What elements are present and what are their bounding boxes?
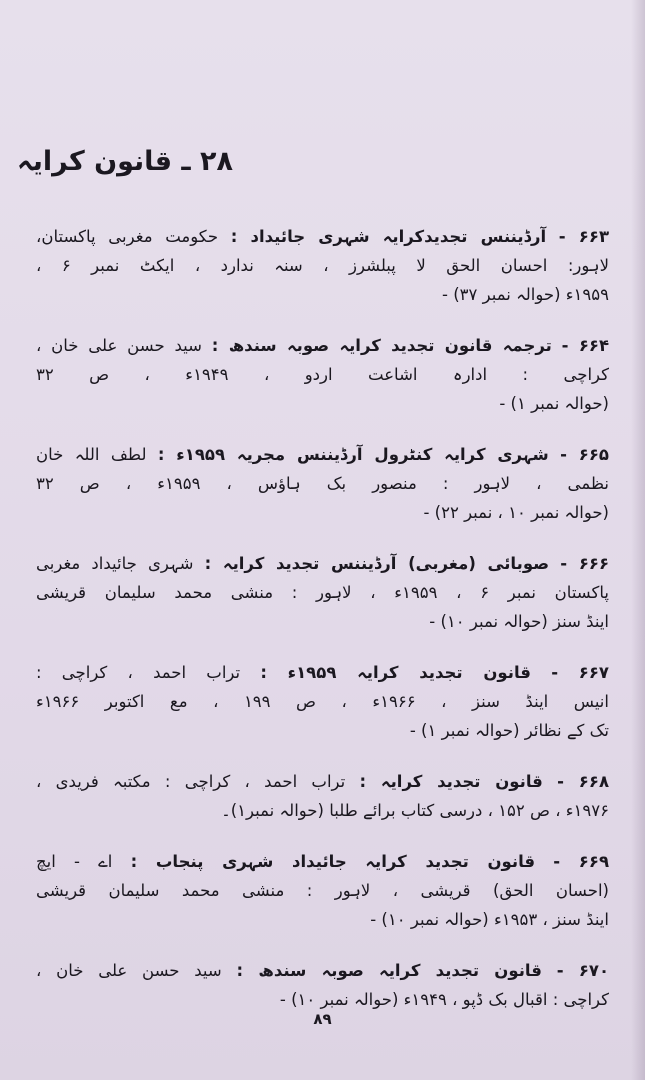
- entry-line: [36, 687, 609, 716]
- entry-title: قانون تجدید کرایہ جائیداد شہری پنجاب :: [130, 852, 536, 871]
- entry-text: سید حسن علی خان ،: [36, 961, 222, 980]
- entry-text: تراب احمد ، کراچی :: [36, 663, 241, 682]
- entry-line: [36, 440, 609, 469]
- entry-line: [36, 251, 609, 280]
- entry-text: شہری جائیداد مغربی: [36, 554, 194, 573]
- entry-title: قانون تجدید کرایہ صوبہ سندھ :: [236, 961, 542, 980]
- entry-text: نظمی ، لاہور : منصور بک ہاؤس ، ۱۹۵۹ء ، ص ۳۲: [36, 474, 609, 493]
- chapter-heading: ۲۸ ـ قانون کرایہ: [16, 146, 233, 177]
- entry-text: اے - ایچ: [36, 852, 113, 871]
- bibliography-entry: [36, 440, 609, 527]
- entry-text: انیس اینڈ سنز ، ۱۹۶۶ء ، ص ۱۹۹ ، مع اکتوبر ۱۹۶۶ء: [36, 692, 609, 711]
- entry-number: ۶۶۴ -: [561, 336, 610, 355]
- entry-number: ۶۶۷ -: [551, 663, 609, 682]
- entry-text: لطف اللہ خان: [36, 445, 147, 464]
- page-edge-shadow: [631, 0, 645, 1080]
- bibliography-entry: [36, 222, 609, 309]
- entry-line: [36, 767, 609, 796]
- entry-title: قانون تجدید کرایہ ۱۹۵۹ء :: [260, 663, 531, 682]
- entry-line: [36, 360, 609, 389]
- entry-number: ۶۶۸ -: [557, 772, 610, 791]
- entry-text: اینڈ سنز ، ۱۹۵۳ء (حوالہ نمبر ۱۰) -: [370, 910, 609, 929]
- entry-number: ۶۷۰ -: [556, 961, 610, 980]
- bibliography-entry: [36, 767, 609, 825]
- entry-line: [36, 847, 609, 876]
- entry-line: [36, 280, 609, 309]
- bibliography-entry: [36, 956, 609, 1014]
- bibliography-entry: [36, 549, 609, 636]
- entry-line: [36, 956, 609, 985]
- entry-line: [36, 905, 609, 934]
- entry-line: [36, 331, 609, 360]
- entry-number: ۶۶۹ -: [553, 852, 610, 871]
- entry-text: حکومت مغربی پاکستان،: [36, 227, 219, 246]
- entry-title: آرڈیننس تجدیدکرایہ شہری جائیداد :: [230, 227, 547, 246]
- entry-text: تراب احمد ، کراچی : مکتبہ فریدی ،: [36, 772, 346, 791]
- entry-line: [36, 876, 609, 905]
- entry-number: ۶۶۳ -: [558, 227, 610, 246]
- entry-title: قانون تجدید کرایہ :: [359, 772, 543, 791]
- entry-line: [36, 469, 609, 498]
- entry-text: ۱۹۷۶ء ، ص ۱۵۲ ، درسی کتاب برائے طلبا (حوالہ نمبر۱)۔: [221, 801, 609, 820]
- entry-line: [36, 549, 609, 578]
- bibliography-entry: [36, 658, 609, 745]
- entry-line: [36, 578, 609, 607]
- entry-line: [36, 607, 609, 636]
- entry-text: (حوالہ نمبر ۱۰ ، نمبر ۲۲) -: [423, 503, 609, 522]
- entry-text: ۱۹۵۹ء (حوالہ نمبر ۳۷) -: [442, 285, 609, 304]
- entry-title: ترجمہ قانون تجدید کرایہ صوبہ سندھ :: [211, 336, 552, 355]
- entry-text: کراچی : ادارہ اشاعت اردو ، ۱۹۴۹ء ، ص ۳۲: [36, 365, 609, 384]
- entry-text: لاہور: احسان الحق لا پبلشرز ، سنہ ندارد ، ایکٹ نمبر ۶ ،: [36, 256, 609, 275]
- bibliography-list: [36, 222, 609, 1036]
- entry-line: [36, 796, 609, 825]
- entry-line: [36, 498, 609, 527]
- entry-text: (حوالہ نمبر ۱) -: [499, 394, 609, 413]
- entry-number: ۶۶۵ -: [560, 445, 609, 464]
- bibliography-entry: [36, 331, 609, 418]
- entry-line: [36, 658, 609, 687]
- entry-text: (احسان الحق) قریشی ، لاہور : منشی محمد سلیمان قریشی: [36, 881, 609, 900]
- entry-text: اینڈ سنز (حوالہ نمبر ۱۰) -: [429, 612, 609, 631]
- entry-line: [36, 716, 609, 745]
- entry-text: تک کے نظائر (حوالہ نمبر ۱) -: [409, 721, 609, 740]
- entry-text: سید حسن علی خان ،: [36, 336, 202, 355]
- entry-number: ۶۶۶ -: [560, 554, 610, 573]
- entry-text: کراچی : اقبال بک ڈپو ، ۱۹۴۹ء (حوالہ نمبر ۱۰) -: [279, 990, 609, 1009]
- page-number: ۸۹: [313, 1010, 332, 1028]
- entry-title: صوبائی (مغربی) آرڈیننس تجدید کرایہ :: [204, 554, 550, 573]
- entry-line: [36, 389, 609, 418]
- entry-text: پاکستان نمبر ۶ ، ۱۹۵۹ء ، لاہور : منشی محمد سلیمان قریشی: [36, 583, 609, 602]
- entry-line: [36, 222, 609, 251]
- bibliography-entry: [36, 847, 609, 934]
- entry-title: شہری کرایہ کنٹرول آرڈیننس مجریہ ۱۹۵۹ء :: [157, 445, 549, 464]
